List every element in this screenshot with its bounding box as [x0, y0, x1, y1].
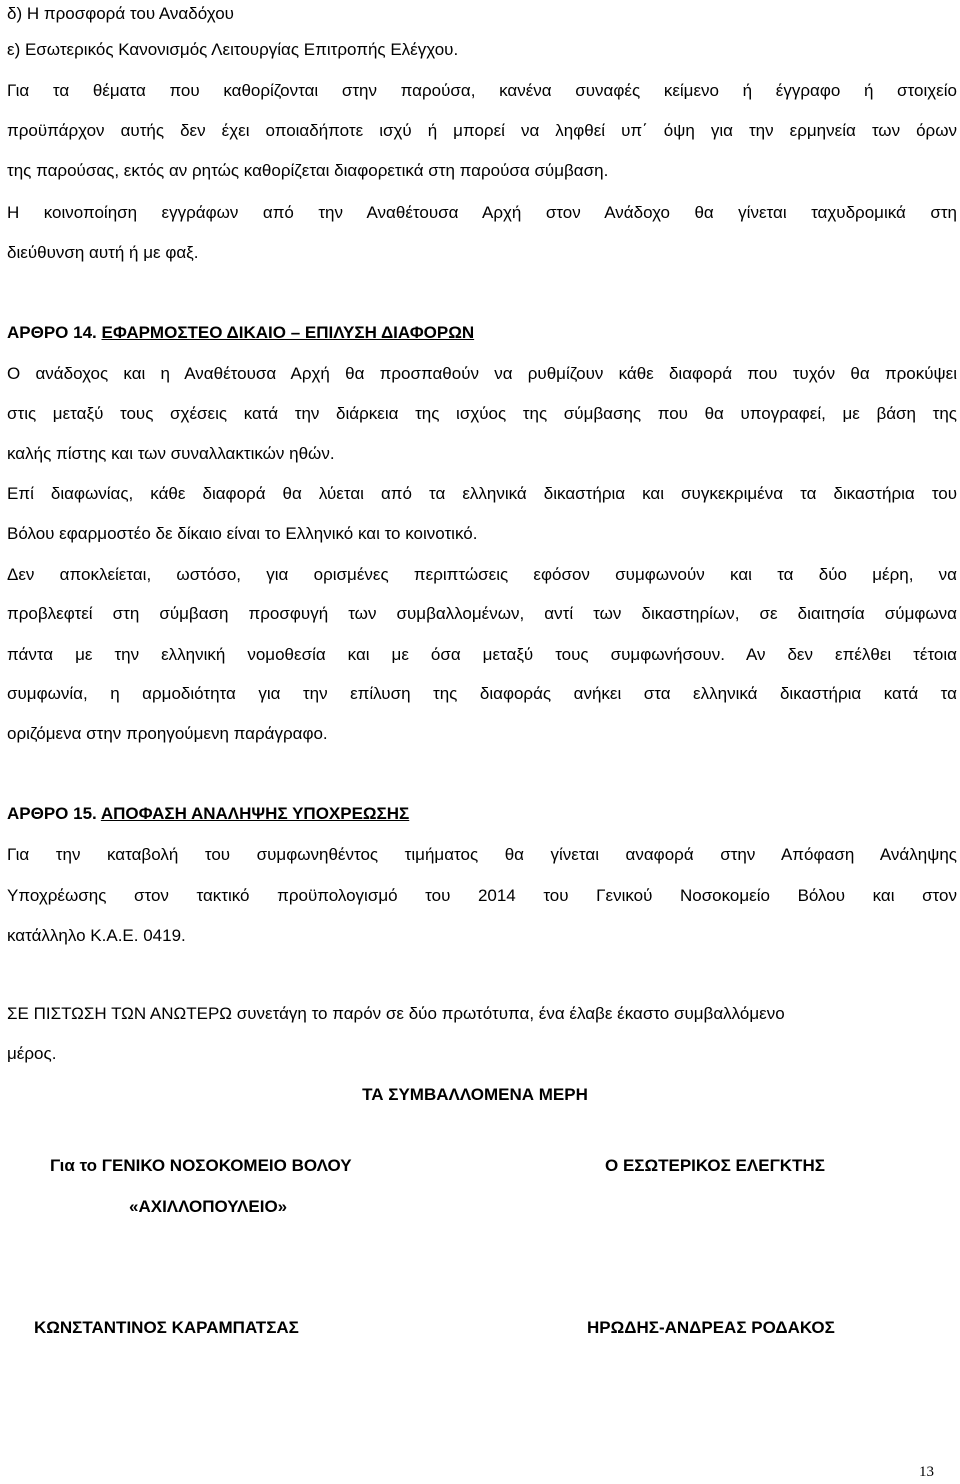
article-title: ΑΠΟΦΑΣΗ ΑΝΑΛΗΨΗΣ ΥΠΟΧΡΕΩΣΗΣ — [100, 804, 410, 823]
auditor-party-label: Ο ΕΣΩΤΕΡΙΚΟΣ ΕΛΕΓΚΤΗΣ — [605, 1156, 825, 1175]
article-15-heading — [7, 802, 409, 826]
article-title: ΕΦΑΡΜΟΣΤΕΟ ΔΙΚΑΙΟ – ΕΠΙΛΥΣΗ ΔΙΑΦΟΡΩΝ — [101, 323, 475, 342]
article-14-heading — [7, 321, 474, 345]
hospital-name: «ΑΧΙΛΛΟΠΟΥΛΕΙΟ» — [129, 1197, 288, 1216]
list-item-e: ε) Εσωτερικός Κανονισμός Λειτουργίας Επιτροπής Ελέγχου. — [7, 40, 459, 59]
paragraph-line: κατάλληλο Κ.Α.Ε. 0419. — [7, 926, 186, 945]
contracting-parties-heading: ΤΑ ΣΥΜΒΑΛΛΟΜΕΝΑ ΜΕΡΗ — [362, 1085, 588, 1104]
paragraph-line: στις μεταξύ τους σχέσεις κατά την διάρκεια της ισχύος της σύμβασης που θα υπογραφεί, με βάση της — [7, 404, 957, 423]
hospital-party-label: Για το ΓΕΝΙΚΟ ΝΟΣΟΚΟΜΕΙΟ ΒΟΛΟΥ — [50, 1156, 352, 1175]
closing-line: μέρος. — [7, 1044, 57, 1063]
paragraph-line: Για την καταβολή του συμφωνηθέντος τιμήματος θα γίνεται αναφορά στην Απόφαση Ανάληψης — [7, 845, 957, 864]
paragraph-line: πάντα με την ελληνική νομοθεσία και με όσα μεταξύ τους συμφωνήσουν. Αν δεν επέλθει τέτοια — [7, 645, 957, 664]
paragraph-line: Για τα θέματα που καθορίζονται στην παρούσα, κανένα συναφές κείμενο ή έγγραφο ή στοιχείο — [7, 81, 957, 100]
paragraph-line: Επί διαφωνίας, κάθε διαφορά θα λύεται από τα ελληνικά δικαστήρια και συγκεκριμένα τα δικαστήρια του — [7, 484, 957, 503]
hospital-signatory-name: ΚΩΝΣΤΑΝΤΙΝΟΣ ΚΑΡΑΜΠΑΤΣΑΣ — [34, 1318, 299, 1337]
page-number: 13 — [919, 1464, 934, 1480]
paragraph-line: Ο ανάδοχος και η Αναθέτουσα Αρχή θα προσπαθούν να ρυθμίζουν κάθε διαφορά που τυχόν θα προκύψει — [7, 364, 957, 383]
closing-line: ΣΕ ΠΙΣΤΩΣΗ ΤΩΝ ΑΝΩΤΕΡΩ συνετάγη το παρόν σε δύο πρωτότυπα, ένα έλαβε έκαστο συμβαλλόμενο — [7, 1004, 785, 1023]
paragraph-line: Δεν αποκλείεται, ωστόσο, για ορισμένες περιπτώσεις εφόσον συμφωνούν και τα δύο μέρη, να — [7, 565, 957, 584]
paragraph-line: προϋπάρχον αυτής δεν έχει οποιαδήποτε ισχύ ή μπορεί να ληφθεί υπ΄ όψη για την ερμηνεία των όρων — [7, 121, 957, 140]
paragraph-line: Υποχρέωσης στον τακτικό προϋπολογισμό του 2014 του Γενικού Νοσοκομείο Βόλου και στον — [7, 886, 957, 905]
article-number: ΑΡΘΡΟ 14. — [7, 323, 102, 342]
paragraph-line: καλής πίστης και των συναλλακτικών ηθών. — [7, 444, 335, 463]
article-number: ΑΡΘΡΟ 15. — [7, 804, 101, 823]
paragraph-line: της παρούσας, εκτός αν ρητώς καθορίζεται διαφορετικά στη παρούσα σύμβαση. — [7, 161, 609, 180]
paragraph-line: προβλεφτεί στη σύμβαση προσφυγή των συμβαλλομένων, αντί των δικαστηρίων, σε διαιτησία σύμφωνα — [7, 604, 957, 623]
paragraph-line: Η κοινοποίηση εγγράφων από την Αναθέτουσα Αρχή στον Ανάδοχο θα γίνεται ταχυδρομικά στη — [7, 203, 957, 222]
list-item-d: δ) Η προσφορά του Αναδόχου — [7, 4, 234, 23]
auditor-signatory-name: ΗΡΩΔΗΣ-ΑΝΔΡΕΑΣ ΡΟΔΑΚΟΣ — [587, 1318, 835, 1337]
paragraph-line: Βόλου εφαρμοστέο δε δίκαιο είναι το Ελληνικό και το κοινοτικό. — [7, 524, 478, 543]
paragraph-line: διεύθυνση αυτή ή με φαξ. — [7, 243, 199, 262]
paragraph-line: συμφωνία, η αρμοδιότητα για την επίλυση της διαφοράς ανήκει στα ελληνικά δικαστήρια κατά τα — [7, 684, 957, 703]
paragraph-line: οριζόμενα στην προηγούμενη παράγραφο. — [7, 724, 328, 743]
